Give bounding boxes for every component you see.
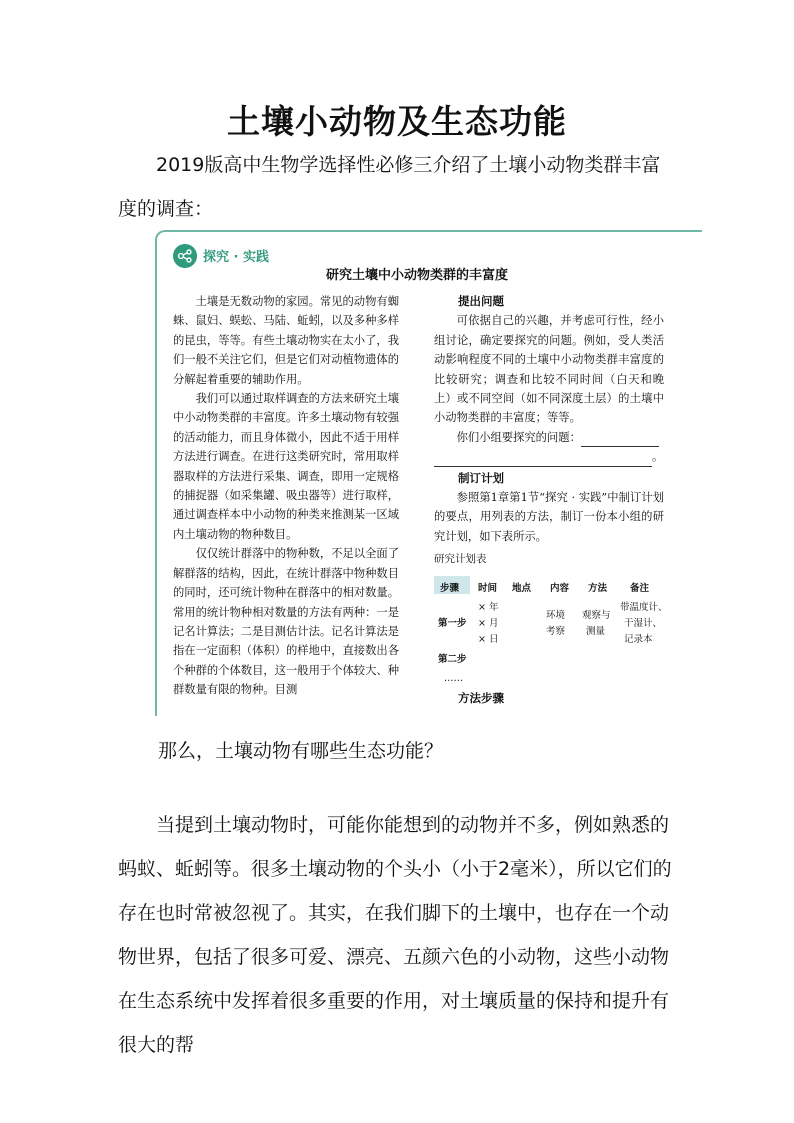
- table-header-cell: 备注: [630, 582, 650, 594]
- table-cell: × 月: [478, 617, 499, 629]
- right-paragraph: 参照第1章第1节“探究 · 实践”中制订计划的要点，用列表的方法，制订一份本小组的研究计划，如下表所示。: [434, 491, 664, 543]
- right-paragraph: 可依据自己的兴趣，并考虑可行性，经小组讨论，确定要探究的问题。例如，受人类活动影响程度不同的土壤中小动物类群丰富度的比较研究；调查和比较不同时间（白天和晚上）或不同空间（如不同深度土层）的土壤中小动物类群的丰富度；等等。: [434, 314, 664, 425]
- answer-line: [434, 447, 664, 466]
- page-title: 土壤小动物及生态功能: [227, 102, 567, 141]
- answer-line-end: 。: [652, 450, 664, 464]
- table-cell: 带温度计、: [620, 601, 668, 613]
- table-cell: 干湿计、: [624, 617, 663, 629]
- table-cell: 记录本: [624, 633, 653, 645]
- question-prompt: 你们小组要探究的问题：: [456, 430, 581, 444]
- table-header-cell: 时间: [478, 582, 498, 594]
- heading-ask-question: 提出问题: [458, 294, 504, 308]
- heading-method-steps: 方法步骤: [458, 690, 504, 705]
- table-title: 研究计划表: [434, 553, 487, 566]
- table-row-step: 第二步: [438, 653, 467, 665]
- figure-title: 研究土壤中小动物类群的丰富度: [325, 268, 508, 283]
- question-paragraph: 那么，土壤动物有哪些生态功能？: [158, 740, 444, 762]
- section-label: 探究 · 实践: [203, 250, 269, 265]
- intro-paragraph: 2019版高中生物学选择性必修三介绍了土壤小动物类群丰富度的调查：: [118, 154, 661, 220]
- table-cell: 考察: [546, 625, 566, 637]
- table-header-cell: 地点: [512, 582, 532, 594]
- table-header-cell: 内容: [550, 582, 570, 594]
- table-row-step: 第一步: [438, 617, 467, 629]
- left-paragraph: 土壤是无数动物的家园。常见的动物有蜘蛛、鼠妇、蜈蚣、马陆、蚯蚓，以及多种多样的昆虫，等等。有些土壤动物实在太小了，我们一般不关注它们，但是它们对动植物遗体的分解起着重要的辅助作用。: [173, 295, 399, 386]
- table-header-cell: 方法: [588, 582, 608, 594]
- table-row-step: ……: [444, 672, 463, 684]
- heading-make-plan: 制订计划: [458, 470, 504, 485]
- table-cell: 环境: [546, 609, 566, 621]
- answer-blank-line: [434, 453, 652, 467]
- right-column: [434, 292, 668, 708]
- textbook-figure: [155, 230, 702, 716]
- table-cell: 测量: [586, 625, 606, 637]
- table-cell: × 日: [478, 633, 499, 645]
- left-paragraph: 仅仅统计群落中的物种数，不足以全面了解群落的结构，因此，在统计群落中物种数目的同时，还可统计物种在群落中的相对数量。常用的统计物种相对数量的方法有两种：一是记名计算法；二是目测估计法。记名计算法是指在一定面积（体积）的样地中，直接数出各个种群的个体数目，这一般用于个体较大、种群数量有限的物种。目测: [173, 547, 399, 697]
- left-paragraph: 我们可以通过取样调查的方法来研究土壤中小动物类群的丰富度。许多土壤动物有较强的活动能力，而且身体微小，因此不适于用样方法进行调查。在进行这类研究时，常用取样器取样的方法进行采集、调查，即用一定规格的捕捉器（如采集罐、吸虫器等）进行取样，通过调查样本中小动物的种类来推测某一区域内土壤动物的物种数目。: [173, 392, 399, 541]
- table-cell: 观察与: [582, 609, 611, 621]
- research-plan-table: [434, 576, 670, 684]
- table-header-cell: 步骤: [440, 582, 460, 594]
- left-column: [173, 292, 399, 700]
- table-cell: × 年: [478, 601, 499, 613]
- question-prompt-line: [434, 428, 664, 447]
- answer-blank: [581, 433, 659, 447]
- body-paragraph: 当提到土壤动物时，可能你能想到的动物并不多，例如熟悉的蚂蚁、蚯蚓等。很多土壤动物的个头小（小于2毫米），所以它们的存在也时常被忽视了。其实，在我们脚下的土壤中，也存在一个动物世界，包括了很多可爱、漂亮、五颜六色的小动物，这些小动物在生态系统中发挥着很多重要的作用，对土壤质量的保持和提升有很大的帮: [118, 814, 672, 1056]
